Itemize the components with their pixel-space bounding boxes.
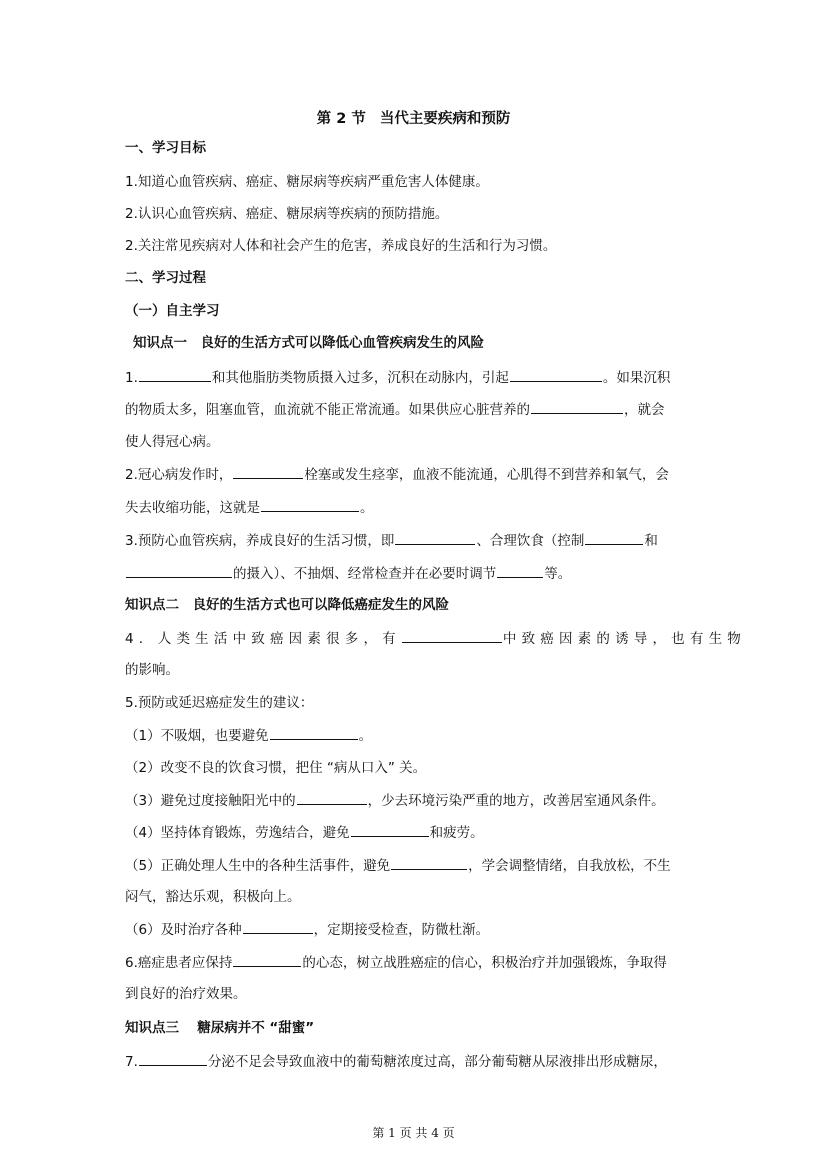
question-2-line-1: 2.冠心病发作时， 栓塞或发生痉挛，血液不能流通，心肌得不到营养和氧气，会 (125, 464, 705, 485)
title-text: 当代主要疾病和预防 (379, 111, 511, 127)
answer-blank[interactable] (585, 530, 643, 545)
answer-blank[interactable] (395, 530, 475, 545)
goal-item: 2.关注常见疾病对人体和社会产生的危害，养成良好的生活和行为习惯。 (125, 238, 557, 254)
question-5-item-2: （2）改变不良的饮食习惯，把住 “病从口入” 关。 (125, 760, 427, 776)
answer-blank[interactable] (531, 399, 623, 414)
question-3-line-1: 3.预防心血管疾病，养成良好的生活习惯，即 、合理饮食（控制 和 (125, 530, 705, 551)
answer-blank[interactable] (233, 464, 303, 479)
question-1-line-1: 1. 和其他脂肪类物质摄入过多，沉积在动脉内，引起 。如果沉积 (125, 367, 705, 388)
question-5-item-6: （6）及时治疗各种 ，定期接受检查，防微杜渐。 (125, 919, 705, 940)
question-5-item-3: （3）避免过度接触阳光中的 ，少去环境污染严重的地方，改善居室通风条件。 (125, 790, 705, 811)
answer-blank[interactable] (233, 952, 301, 967)
question-1-line-3: 使人得冠心病。 (125, 434, 220, 450)
question-5-item-5: （5）正确处理人生中的各种生活事件，避免 ，学会调整情绪，自我放松，不生 (125, 855, 705, 876)
section-heading-goals: 一、学习目标 (125, 140, 206, 156)
subsection-heading: （一）自主学习 (125, 303, 220, 319)
answer-blank[interactable] (351, 822, 429, 837)
question-1-line-2: 的物质太多，阻塞血管，血流就不能正常流通。如果供应心脏营养的 ，就会 (125, 399, 705, 420)
answer-blank[interactable] (510, 367, 602, 382)
answer-blank[interactable] (497, 563, 543, 578)
knowledge-point-1-heading: 知识点一 良好的生活方式可以降低心血管疾病发生的风险 (133, 335, 484, 351)
answer-blank[interactable] (297, 790, 367, 805)
knowledge-point-2-heading: 知识点二 良好的生活方式也可以降低癌症发生的风险 (125, 597, 449, 613)
goal-item: 2.认识心血管疾病、癌症、糖尿病等疾病的预防措施。 (125, 206, 449, 222)
question-4-line-1: 4. 人类生活中致癌因素很多，有 中致癌因素的诱导，也有生物 (125, 628, 705, 649)
question-7-line-1: 7. 分泌不足会导致血液中的葡萄糖浓度过高，部分葡萄糖从尿液排出形成糖尿， (125, 1051, 705, 1072)
question-5-item-4: （4）坚持体育锻炼，劳逸结合，避免 和疲劳。 (125, 822, 705, 843)
question-4-line-2: 的影响。 (125, 662, 179, 678)
answer-blank[interactable] (139, 367, 211, 382)
answer-blank[interactable] (270, 725, 358, 740)
question-5-item-1: （1）不吸烟，也要避免 。 (125, 725, 705, 746)
title-section-number: 第 2 节 (316, 111, 366, 127)
answer-blank[interactable] (243, 919, 313, 934)
question-3-line-2: 的摄入）、不抽烟、经常检查并在必要时调节 等。 (125, 563, 705, 584)
question-6-line-2: 到良好的治疗效果。 (125, 986, 247, 1002)
page-title (0, 107, 827, 128)
question-2-line-2: 失去收缩功能，这就是 。 (125, 497, 705, 518)
answer-blank[interactable] (261, 497, 359, 512)
question-5-item-5-cont: 闷气，豁达乐观，积极向上。 (125, 889, 301, 905)
answer-blank[interactable] (139, 1051, 207, 1066)
page-footer: 第 1 页 共 4 页 (372, 1126, 455, 1140)
question-5-intro: 5.预防或延迟癌症发生的建议： (125, 695, 314, 711)
section-heading-process: 二、学习过程 (125, 270, 206, 286)
answer-blank[interactable] (402, 628, 502, 643)
question-6-line-1: 6.癌症患者应保持 的心态，树立战胜癌症的信心，积极治疗并加强锻炼，争取得 (125, 952, 705, 973)
answer-blank[interactable] (126, 563, 232, 578)
knowledge-point-3-heading: 知识点三 糖尿病并不 “甜蜜” (125, 1020, 315, 1036)
answer-blank[interactable] (391, 855, 467, 870)
goal-item: 1.知道心血管疾病、癌症、糖尿病等疾病严重危害人体健康。 (125, 174, 489, 190)
